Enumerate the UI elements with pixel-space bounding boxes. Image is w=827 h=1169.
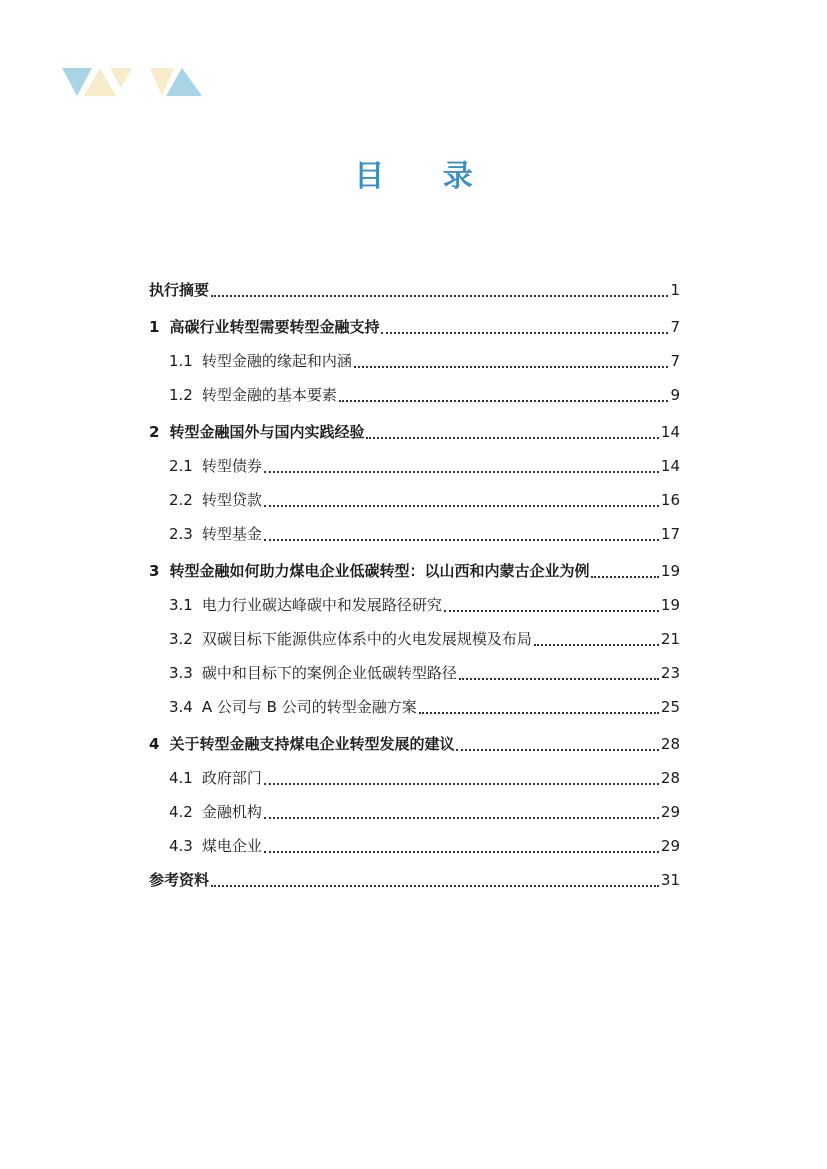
toc-subsection-entry[interactable] (149, 585, 680, 615)
toc-entry-page-number: 19 (660, 596, 680, 614)
toc-leader-dots (211, 884, 659, 887)
toc-entry-page-number: 21 (660, 630, 680, 648)
toc-entry-page-number: 7 (670, 318, 680, 336)
toc-leader-dots (534, 643, 659, 646)
toc-entry-label: 转型债券 (201, 457, 262, 475)
toc-entry-label: 电力行业碳达峰碳中和发展路径研究 (201, 596, 442, 614)
logo-triangle-3 (110, 68, 132, 88)
toc-entry-page-number: 25 (660, 698, 680, 716)
toc-leader-dots (459, 677, 659, 680)
toc-subsection-entry[interactable] (149, 514, 680, 544)
toc-section-entry[interactable] (149, 860, 680, 890)
toc-entry-number: 2.1 (169, 457, 193, 475)
toc-leader-dots (354, 365, 669, 368)
toc-section-entry[interactable] (149, 551, 680, 581)
toc-subsection-entry[interactable] (149, 687, 680, 717)
toc-entry-page-number: 1 (670, 281, 680, 299)
toc-entry-label: 转型金融国外与国内实践经验 (169, 423, 365, 441)
toc-entry-page-number: 9 (670, 386, 680, 404)
toc-subsection-entry[interactable] (149, 792, 680, 822)
toc-subsection-entry[interactable] (149, 826, 680, 856)
toc-leader-dots (264, 850, 659, 853)
toc-entry-number: 4 (149, 735, 160, 753)
toc-leader-dots (211, 294, 668, 297)
toc-entry-label: 煤电企业 (201, 837, 262, 855)
toc-leader-dots (264, 504, 659, 507)
toc-entry-page-number: 7 (670, 352, 680, 370)
toc-leader-dots (381, 331, 668, 334)
toc-entry-page-number: 19 (660, 562, 680, 580)
toc-entry-label: 金融机构 (201, 803, 262, 821)
toc-entry-page-number: 31 (660, 871, 680, 889)
toc-entry-label: 双碳目标下能源供应体系中的火电发展规模及布局 (201, 630, 532, 648)
toc-leader-dots (264, 538, 659, 541)
toc-leader-dots (456, 748, 658, 751)
toc-entry-number: 1.2 (169, 386, 193, 404)
toc-leader-dots (264, 816, 659, 819)
toc-entry-page-number: 28 (660, 769, 680, 787)
toc-entry-label: 参考资料 (149, 871, 210, 889)
toc-subsection-entry[interactable] (149, 758, 680, 788)
toc-entry-label: 执行摘要 (149, 281, 210, 299)
toc-subsection-entry[interactable] (149, 446, 680, 476)
toc-entry-label: 关于转型金融支持煤电企业转型发展的建议 (169, 735, 455, 753)
toc-subsection-entry[interactable] (149, 480, 680, 510)
toc-entry-number: 3.1 (169, 596, 193, 614)
toc-entry-page-number: 16 (660, 491, 680, 509)
toc-leader-dots (419, 711, 659, 714)
toc-entry-label: 高碳行业转型需要转型金融支持 (169, 318, 380, 336)
toc-entry-number: 4.2 (169, 803, 193, 821)
toc-entry-number: 2.3 (169, 525, 193, 543)
toc-entry-number: 2.2 (169, 491, 193, 509)
toc-entry-page-number: 17 (660, 525, 680, 543)
toc-entry-label: A 公司与 B 公司的转型金融方案 (201, 698, 417, 716)
toc-entry-label: 碳中和目标下的案例企业低碳转型路径 (201, 664, 457, 682)
toc-section-entry[interactable] (149, 724, 680, 754)
toc-section-entry[interactable] (149, 412, 680, 442)
toc-entry-number: 3 (149, 562, 160, 580)
toc-entry-page-number: 23 (660, 664, 680, 682)
toc-entry-page-number: 29 (660, 803, 680, 821)
toc-entry-number: 4.3 (169, 837, 193, 855)
toc-leader-dots (366, 436, 658, 439)
toc-entry-page-number: 14 (660, 423, 680, 441)
toc-entry-number: 2 (149, 423, 160, 441)
toc-leader-dots (339, 399, 669, 402)
toc-entry-page-number: 14 (660, 457, 680, 475)
toc-entry-page-number: 29 (660, 837, 680, 855)
toc-leader-dots (591, 575, 658, 578)
toc-entry-label: 转型金融的基本要素 (201, 386, 337, 404)
toc-entry-page-number: 28 (660, 735, 680, 753)
toc-entry-number: 1 (149, 318, 160, 336)
toc-entry-number: 3.2 (169, 630, 193, 648)
toc-entry-label: 转型金融如何助力煤电企业低碳转型：以山西和内蒙古企业为例 (169, 562, 590, 580)
toc-subsection-entry[interactable] (149, 653, 680, 683)
toc-entry-label: 转型金融的缘起和内涵 (201, 352, 352, 370)
toc-subsection-entry[interactable] (149, 375, 680, 405)
toc-subsection-entry[interactable] (149, 341, 680, 371)
toc-leader-dots (264, 470, 659, 473)
toc-entry-label: 政府部门 (201, 769, 262, 787)
toc-leader-dots (264, 782, 659, 785)
toc-section-entry[interactable] (149, 270, 680, 300)
toc-subsection-entry[interactable] (149, 619, 680, 649)
toc-section-entry[interactable] (149, 307, 680, 337)
toc-leader-dots (444, 609, 659, 612)
toc-entry-number: 3.3 (169, 664, 193, 682)
toc-entry-number: 4.1 (169, 769, 193, 787)
brand-logo-triangles (62, 68, 212, 98)
toc-entry-number: 3.4 (169, 698, 193, 716)
page-title: 目 录 (354, 159, 497, 194)
toc-entry-label: 转型基金 (201, 525, 262, 543)
toc-entry-label: 转型贷款 (201, 491, 262, 509)
toc-entry-number: 1.1 (169, 352, 193, 370)
